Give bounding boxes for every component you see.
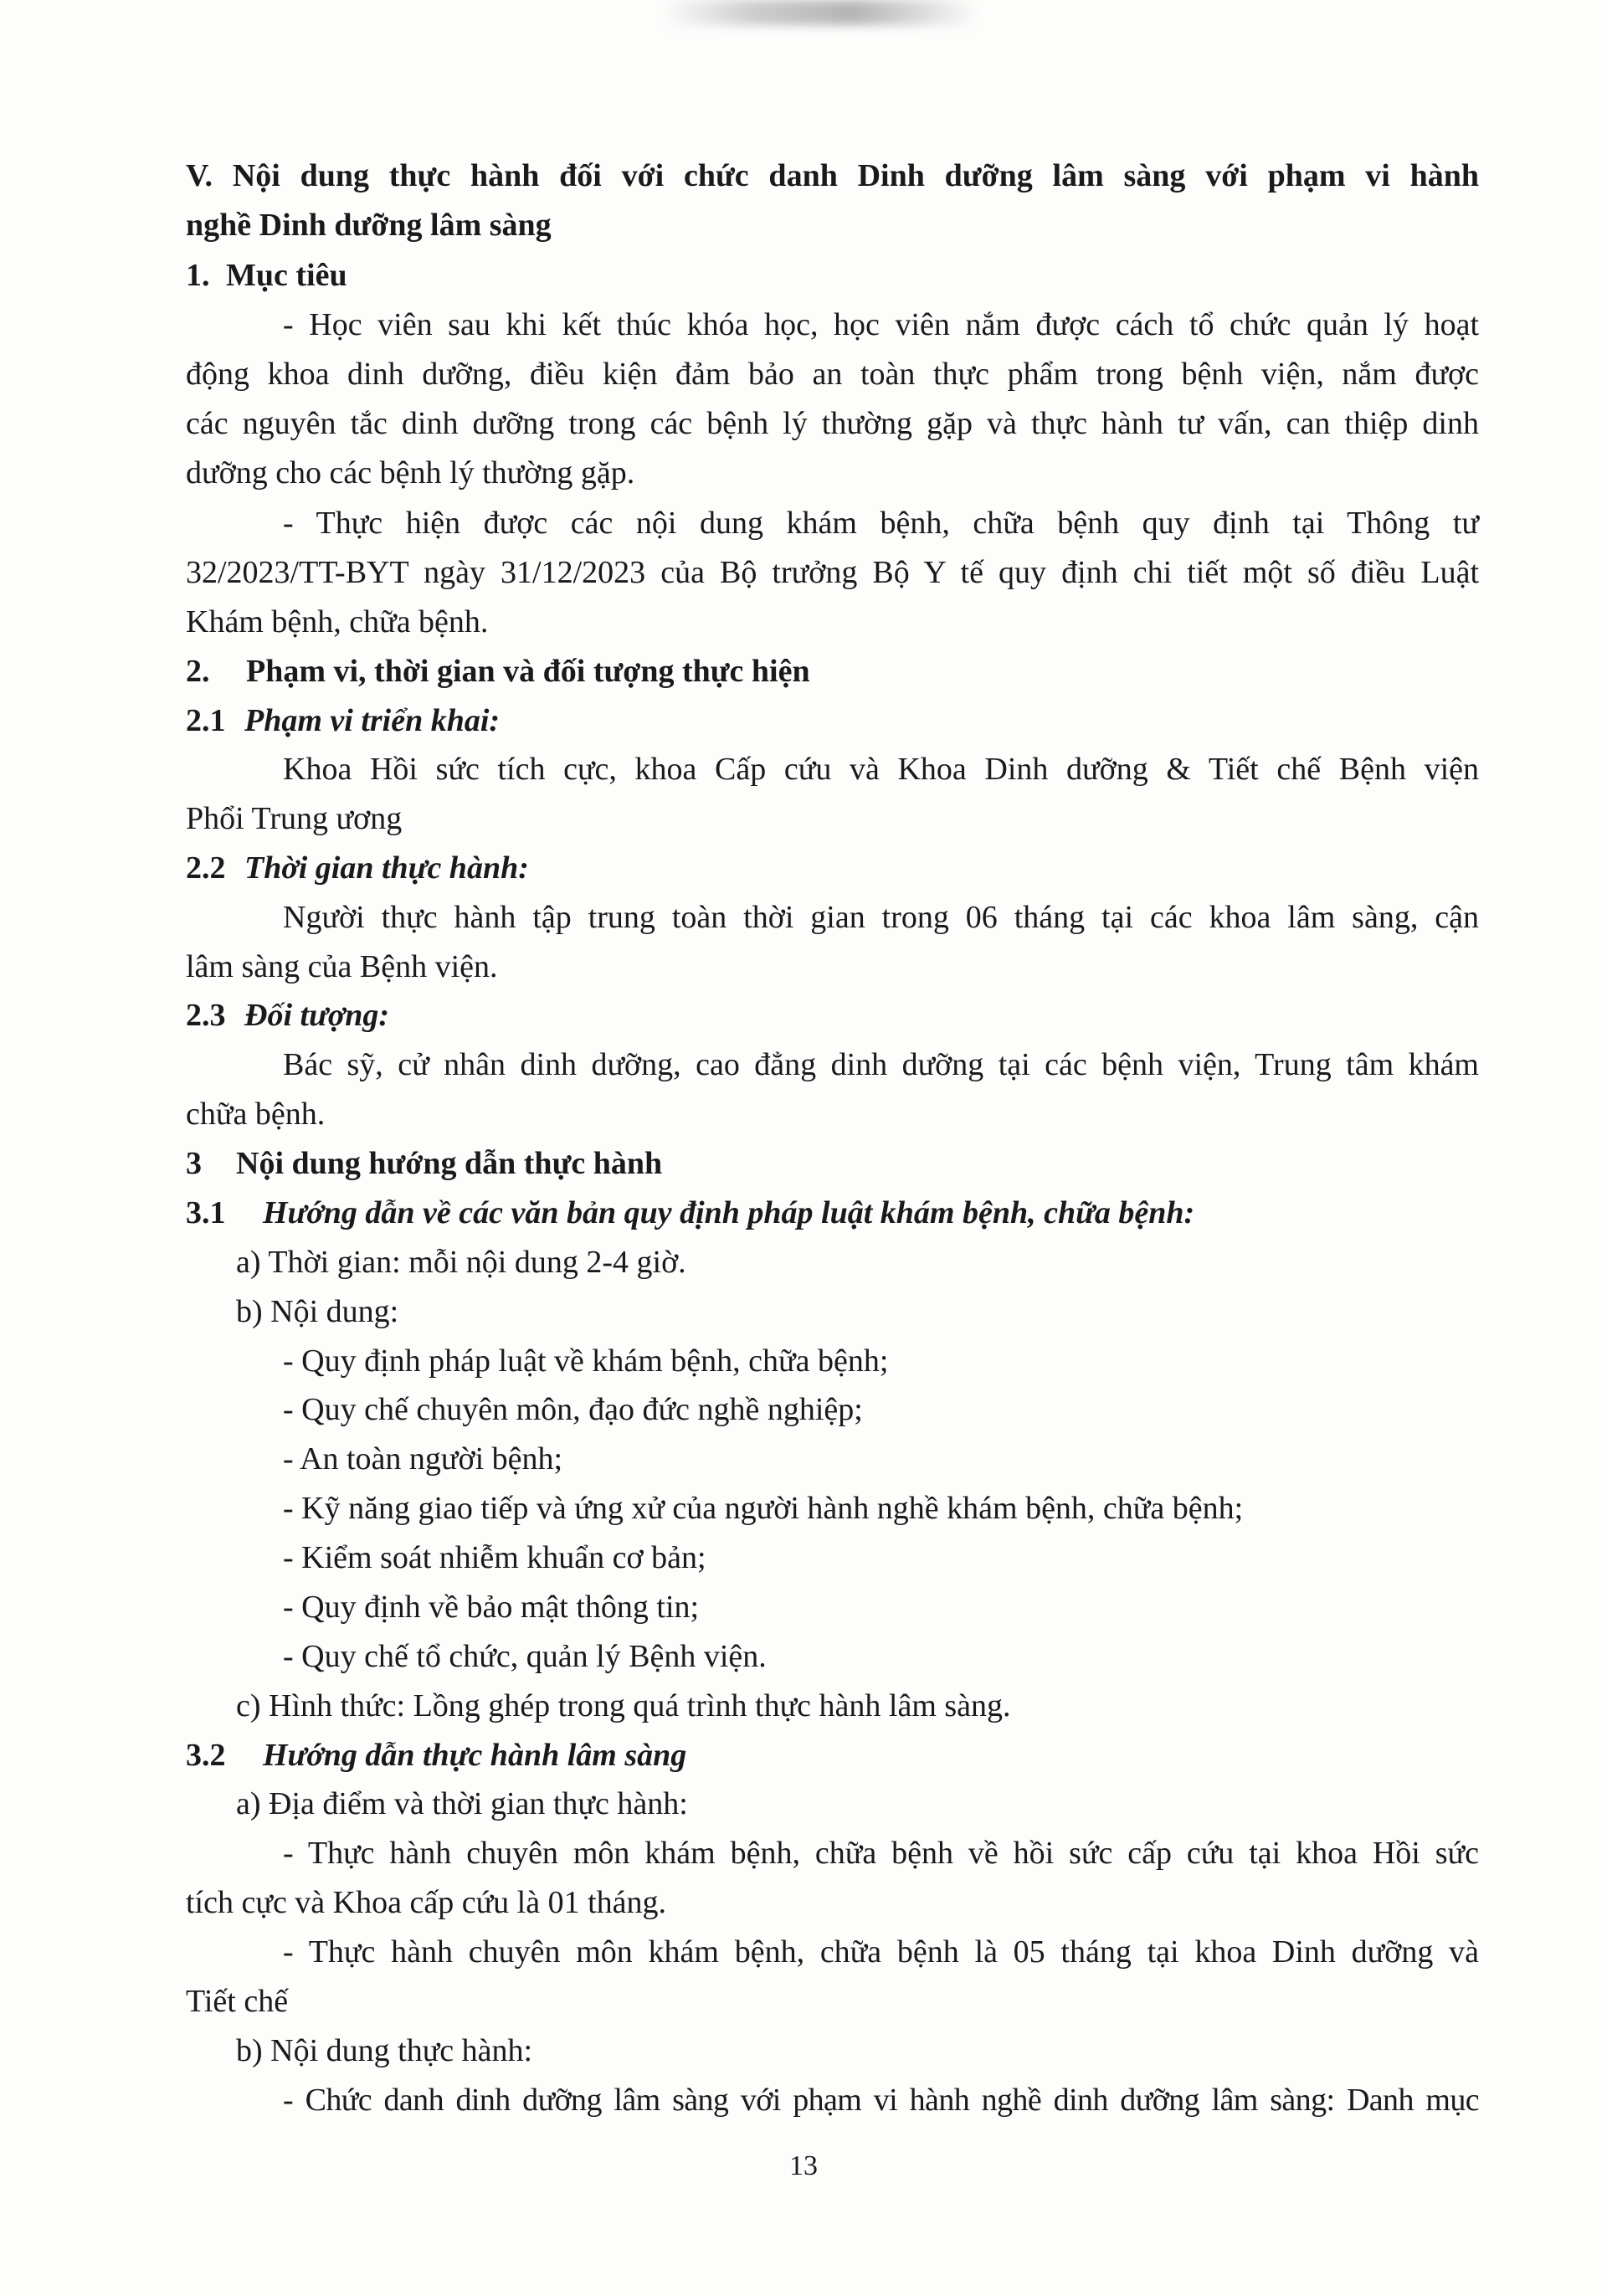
s1-p1-line: - Học viên sau khi kết thúc khóa học, học viên nắm được cách tổ chức quản lý hoạt [283, 307, 1479, 342]
section-3-2-heading [186, 1735, 686, 1775]
s31-b: b) Nội dung: [236, 1294, 399, 1329]
section-1-number: 1. [186, 258, 210, 293]
section-2-2-heading [186, 848, 529, 888]
section-3-number: 3 [186, 1146, 202, 1181]
s31-b-item: - Quy chế chuyên môn, đạo đức nghề nghiệp; [283, 1392, 863, 1427]
s32-a-p1-line: tích cực và Khoa cấp cứu là 01 tháng. [186, 1885, 667, 1920]
page-number: 13 [789, 2150, 818, 2181]
s1-p1-line: động khoa dinh dưỡng, điều kiện đảm bảo an toàn thực phẩm trong bệnh viện, nắm được [186, 357, 1479, 392]
s1-p1-line: dưỡng cho các bệnh lý thường gặp. [186, 455, 635, 491]
section-2-3-heading [186, 995, 389, 1035]
section-v-heading-line1: V. Nội dung thực hành đối với chức danh Dinh dưỡng lâm sàng với phạm vi hành [186, 158, 1479, 193]
s31-b-item: - Quy định về bảo mật thông tin; [283, 1590, 700, 1625]
s22-line: lâm sàng của Bệnh viện. [186, 949, 498, 984]
s32-b-p1: - Chức danh dinh dưỡng lâm sàng với phạm vi hành nghề dinh dưỡng lâm sàng: Danh mục [283, 2083, 1479, 2118]
section-2-3-number: 2.3 [186, 998, 226, 1033]
section-3-title: Nội dung hướng dẫn thực hành [236, 1146, 663, 1181]
section-1-title: Mục tiêu [226, 258, 347, 293]
section-3-1-heading [186, 1193, 1194, 1233]
s21-line: Phổi Trung ương [186, 801, 403, 836]
section-2-3-title: Đối tượng: [244, 998, 390, 1033]
s31-b-item: - Quy định pháp luật về khám bệnh, chữa bệnh; [283, 1343, 889, 1379]
section-2-2-number: 2.2 [186, 850, 226, 886]
section-3-1-number: 3.1 [186, 1195, 226, 1230]
section-v-heading-line2: nghề Dinh dưỡng lâm sàng [186, 208, 552, 243]
s32-a-p2-line: Tiết chế [186, 1984, 289, 2019]
scan-artifact [661, 0, 979, 25]
s31-c: c) Hình thức: Lồng ghép trong quá trình thực hành lâm sàng. [236, 1688, 1011, 1723]
s31-b-item: - Kỹ năng giao tiếp và ứng xử của người hành nghề khám bệnh, chữa bệnh; [283, 1491, 1244, 1526]
s31-b-item: - Quy chế tổ chức, quản lý Bệnh viện. [283, 1639, 767, 1674]
section-3-heading [186, 1143, 662, 1184]
section-1-heading [186, 255, 347, 295]
s31-b-item: - Kiểm soát nhiễm khuẩn cơ bản; [283, 1540, 706, 1575]
section-2-1-heading [186, 701, 500, 741]
section-3-2-number: 3.2 [186, 1738, 226, 1773]
s22-line: Người thực hành tập trung toàn thời gian trong 06 tháng tại các khoa lâm sàng, cận [283, 900, 1479, 935]
s32-a: a) Địa điểm và thời gian thực hành: [236, 1786, 688, 1821]
s32-a-p2-line: - Thực hành chuyên môn khám bệnh, chữa bệnh là 05 tháng tại khoa Dinh dưỡng và [283, 1934, 1479, 1970]
s31-b-item: - An toàn người bệnh; [283, 1441, 563, 1477]
s1-p2-line: Khám bệnh, chữa bệnh. [186, 604, 489, 639]
section-2-1-title: Phạm vi triển khai: [244, 703, 501, 738]
section-3-2-title: Hướng dẫn thực hành lâm sàng [263, 1738, 687, 1773]
section-2-title: Phạm vi, thời gian và đối tượng thực hiện [246, 654, 810, 689]
s1-p2-line: 32/2023/TT-BYT ngày 31/12/2023 của Bộ trưởng Bộ Y tế quy định chi tiết một số điều Luật [186, 555, 1479, 590]
s1-p2-line: - Thực hiện được các nội dung khám bệnh, chữa bệnh quy định tại Thông tư [283, 506, 1479, 541]
s23-line: chữa bệnh. [186, 1097, 326, 1132]
s23-line: Bác sỹ, cử nhân dinh dưỡng, cao đẳng dinh dưỡng tại các bệnh viện, Trung tâm khám [283, 1047, 1479, 1082]
section-2-number: 2. [186, 654, 210, 689]
section-2-heading [186, 651, 810, 691]
section-2-1-number: 2.1 [186, 703, 226, 738]
s1-p1-line: các nguyên tắc dinh dưỡng trong các bệnh lý thường gặp và thực hành tư vấn, can thiệp dinh [186, 406, 1479, 441]
section-2-2-title: Thời gian thực hành: [244, 850, 529, 886]
section-3-1-title: Hướng dẫn về các văn bản quy định pháp luật khám bệnh, chữa bệnh: [263, 1195, 1195, 1230]
s31-a: a) Thời gian: mỗi nội dung 2-4 giờ. [236, 1245, 686, 1280]
s21-line: Khoa Hồi sức tích cực, khoa Cấp cứu và Khoa Dinh dưỡng & Tiết chế Bệnh viện [283, 752, 1479, 787]
s32-b: b) Nội dung thực hành: [236, 2033, 533, 2068]
s32-a-p1-line: - Thực hành chuyên môn khám bệnh, chữa bệnh về hồi sức cấp cứu tại khoa Hồi sức [283, 1836, 1479, 1871]
